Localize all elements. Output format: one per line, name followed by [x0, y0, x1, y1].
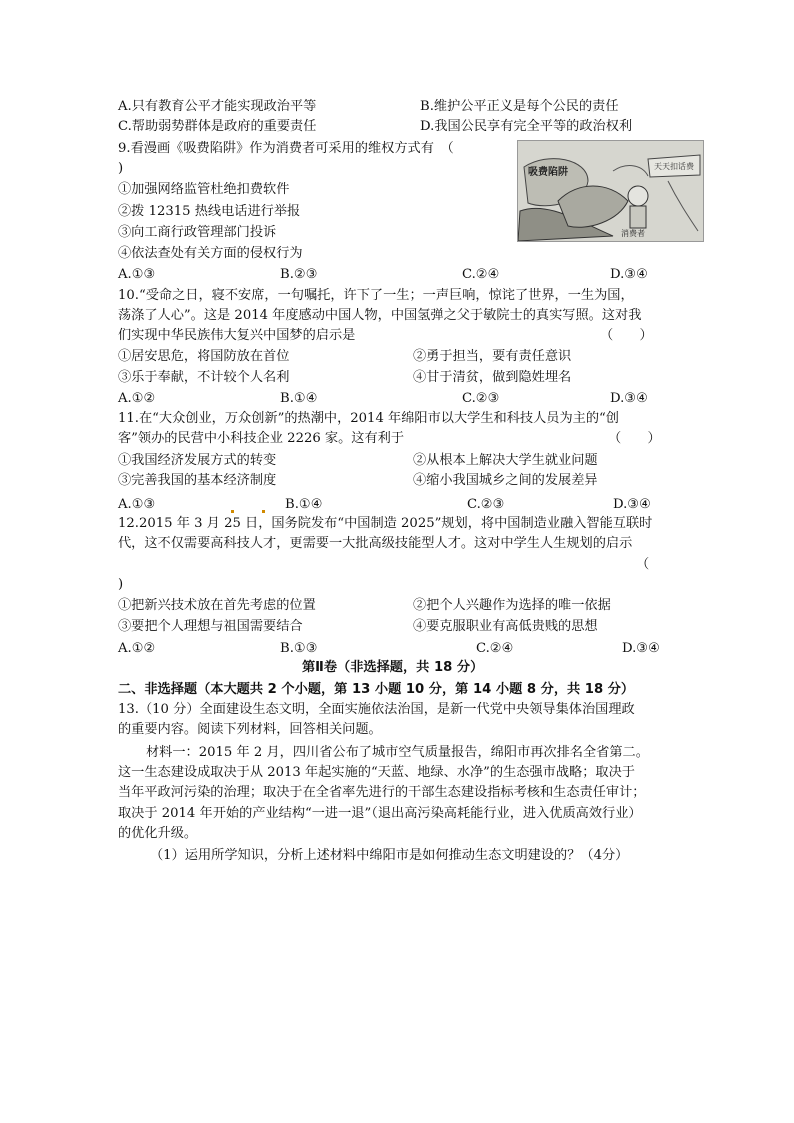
q10-item-3: ③乐于奉献，不计较个人名利: [118, 370, 290, 385]
q13-material-4: 取决于 2014 年开始的产业结构“一进一退”（退出高污染高耗能行业，进入优质高效行业）: [118, 806, 642, 821]
q10-choice-a: A.①②: [118, 391, 156, 406]
q11-line-2: 客”领办的民营中小科技企业 2226 家。这有利于: [118, 431, 405, 446]
q10-choice-d: D.③④: [610, 391, 648, 406]
q10-line-3: 们实现中华民族伟大复兴中国梦的启示是: [118, 328, 356, 343]
q8-option-b: B.维护公平正义是每个公民的责任: [420, 99, 619, 114]
q12-item-2: ②把个人兴趣作为选择的唯一依据: [413, 598, 611, 613]
q10-paren: （ ）: [600, 328, 653, 343]
q9-item-2: ②拨 12315 热线电话进行举报: [118, 204, 301, 219]
q12-paren-open: （: [636, 557, 650, 572]
q12-choice-c: C.②④: [476, 641, 514, 656]
q8-option-a: A.只有教育公平才能实现政治平等: [118, 99, 317, 114]
q13-material-5: 的优化升级。: [118, 826, 198, 841]
q12-paren-close: ): [118, 577, 124, 592]
q12-item-1: ①把新兴技术放在首先考虑的位置: [118, 598, 316, 613]
q8-option-d: D.我国公民享有完全平等的政治权利: [420, 119, 633, 134]
stray-dot: [231, 510, 234, 513]
q11-choice-b: B.①④: [285, 497, 323, 512]
q11-item-1: ①我国经济发展方式的转变: [118, 453, 277, 468]
stray-dot: [262, 510, 265, 513]
q11-choice-a: A.①③: [118, 497, 156, 512]
q12-item-4: ④要克服职业有高低贵贱的思想: [413, 619, 598, 634]
q10-item-4: ④甘于清贫，做到隐姓埋名: [413, 370, 572, 385]
q13-line-1: 13.（10 分）全面建设生态文明，全面实施依法治国，是新一代党中央领导集体治国理政: [118, 702, 635, 717]
q9-stem: 9.看漫画《吸费陷阱》作为消费者可采用的维权方式有 （: [118, 141, 454, 156]
q13-material-3: 当年平政河污染的治理；取决于在全省率先进行的干部生态建设指标考核和生态责任审计；: [118, 785, 646, 800]
q9-item-1: ①加强网络监管杜绝扣费软件: [118, 182, 290, 197]
q10-item-1: ①居安思危，将国防放在首位: [118, 349, 290, 364]
q9-choice-d: D.③④: [610, 267, 648, 282]
q8-option-c: C.帮助弱势群体是政府的重要责任: [118, 119, 317, 134]
q12-item-3: ③要把个人理想与祖国需要结合: [118, 619, 303, 634]
q11-paren: （ ）: [608, 431, 661, 446]
q11-choice-d: D.③④: [613, 497, 651, 512]
q13-material-2: 这一生态建设成取决于从 2013 年起实施的“天蓝、地绿、水净”的生态强市战略；取决于: [118, 765, 635, 780]
q12-line-2: 代，这不仅需要高科技人才，更需要一大批高级技能型人才。这对中学生人生规划的启示: [118, 536, 633, 551]
q10-item-2: ②勇于担当，要有责任意识: [413, 349, 572, 364]
cartoon-title-right: 天天扣话费: [654, 162, 694, 171]
q11-item-4: ④缩小我国城乡之间的发展差异: [413, 473, 598, 488]
cartoon-label: 消费者: [621, 229, 645, 238]
cartoon-image: [517, 140, 704, 242]
q10-choice-b: B.①④: [280, 391, 318, 406]
q11-line-1: 11.在“大众创业，万众创新”的热潮中，2014 年绵阳市以大学生和科技人员为主的“创: [118, 411, 619, 426]
q9-choice-c: C.②④: [462, 267, 500, 282]
q10-line-1: 10.“受命之日，寝不安席，一句嘱托，许下了一生；一声巨响，惊诧了世界，一生为国，: [118, 288, 634, 303]
q9-item-4: ④依法查处有关方面的侵权行为: [118, 246, 303, 261]
q9-item-3: ③向工商行政管理部门投诉: [118, 225, 277, 240]
q9-choice-b: B.②③: [280, 267, 318, 282]
q10-line-2: 荡涤了人心”。这是 2014 年度感动中国人物，中国氢弹之父于敏院士的真实写照。这对我: [118, 308, 642, 323]
q11-item-3: ③完善我国的基本经济制度: [118, 473, 277, 488]
q12-choice-d: D.③④: [622, 641, 660, 656]
q13-line-2: 的重要内容。阅读下列材料，回答相关问题。: [118, 722, 382, 737]
cartoon-drawing: [518, 141, 703, 241]
q13-material-1: 材料一：2015 年 2 月，四川省公布了城市空气质量报告，绵阳市再次排名全省第二。: [146, 745, 649, 760]
cartoon-title-left: 吸费陷阱: [528, 167, 568, 178]
part2-section-title: 二、非选择题（本大题共 2 个小题，第 13 小题 10 分，第 14 小题 8 分，共 18 分）: [118, 682, 635, 697]
q12-choice-b: B.①③: [280, 641, 318, 656]
part2-heading: 第Ⅱ卷（非选择题，共 18 分）: [302, 660, 484, 675]
q12-line-1: 12.2015 年 3 月 25 日，国务院发布“中国制造 2025”规划，将中国制造业融入智能互联时: [118, 516, 653, 531]
q9-stem-end: ): [118, 161, 124, 176]
q11-choice-c: C.②③: [467, 497, 505, 512]
q12-choice-a: A.①②: [118, 641, 156, 656]
q9-choice-a: A.①③: [118, 267, 156, 282]
q11-item-2: ②从根本上解决大学生就业问题: [413, 453, 598, 468]
q13-subquestion-1: （1）运用所学知识，分析上述材料中绵阳市是如何推动生态文明建设的？（4分）: [150, 848, 629, 863]
q10-choice-c: C.②③: [462, 391, 500, 406]
